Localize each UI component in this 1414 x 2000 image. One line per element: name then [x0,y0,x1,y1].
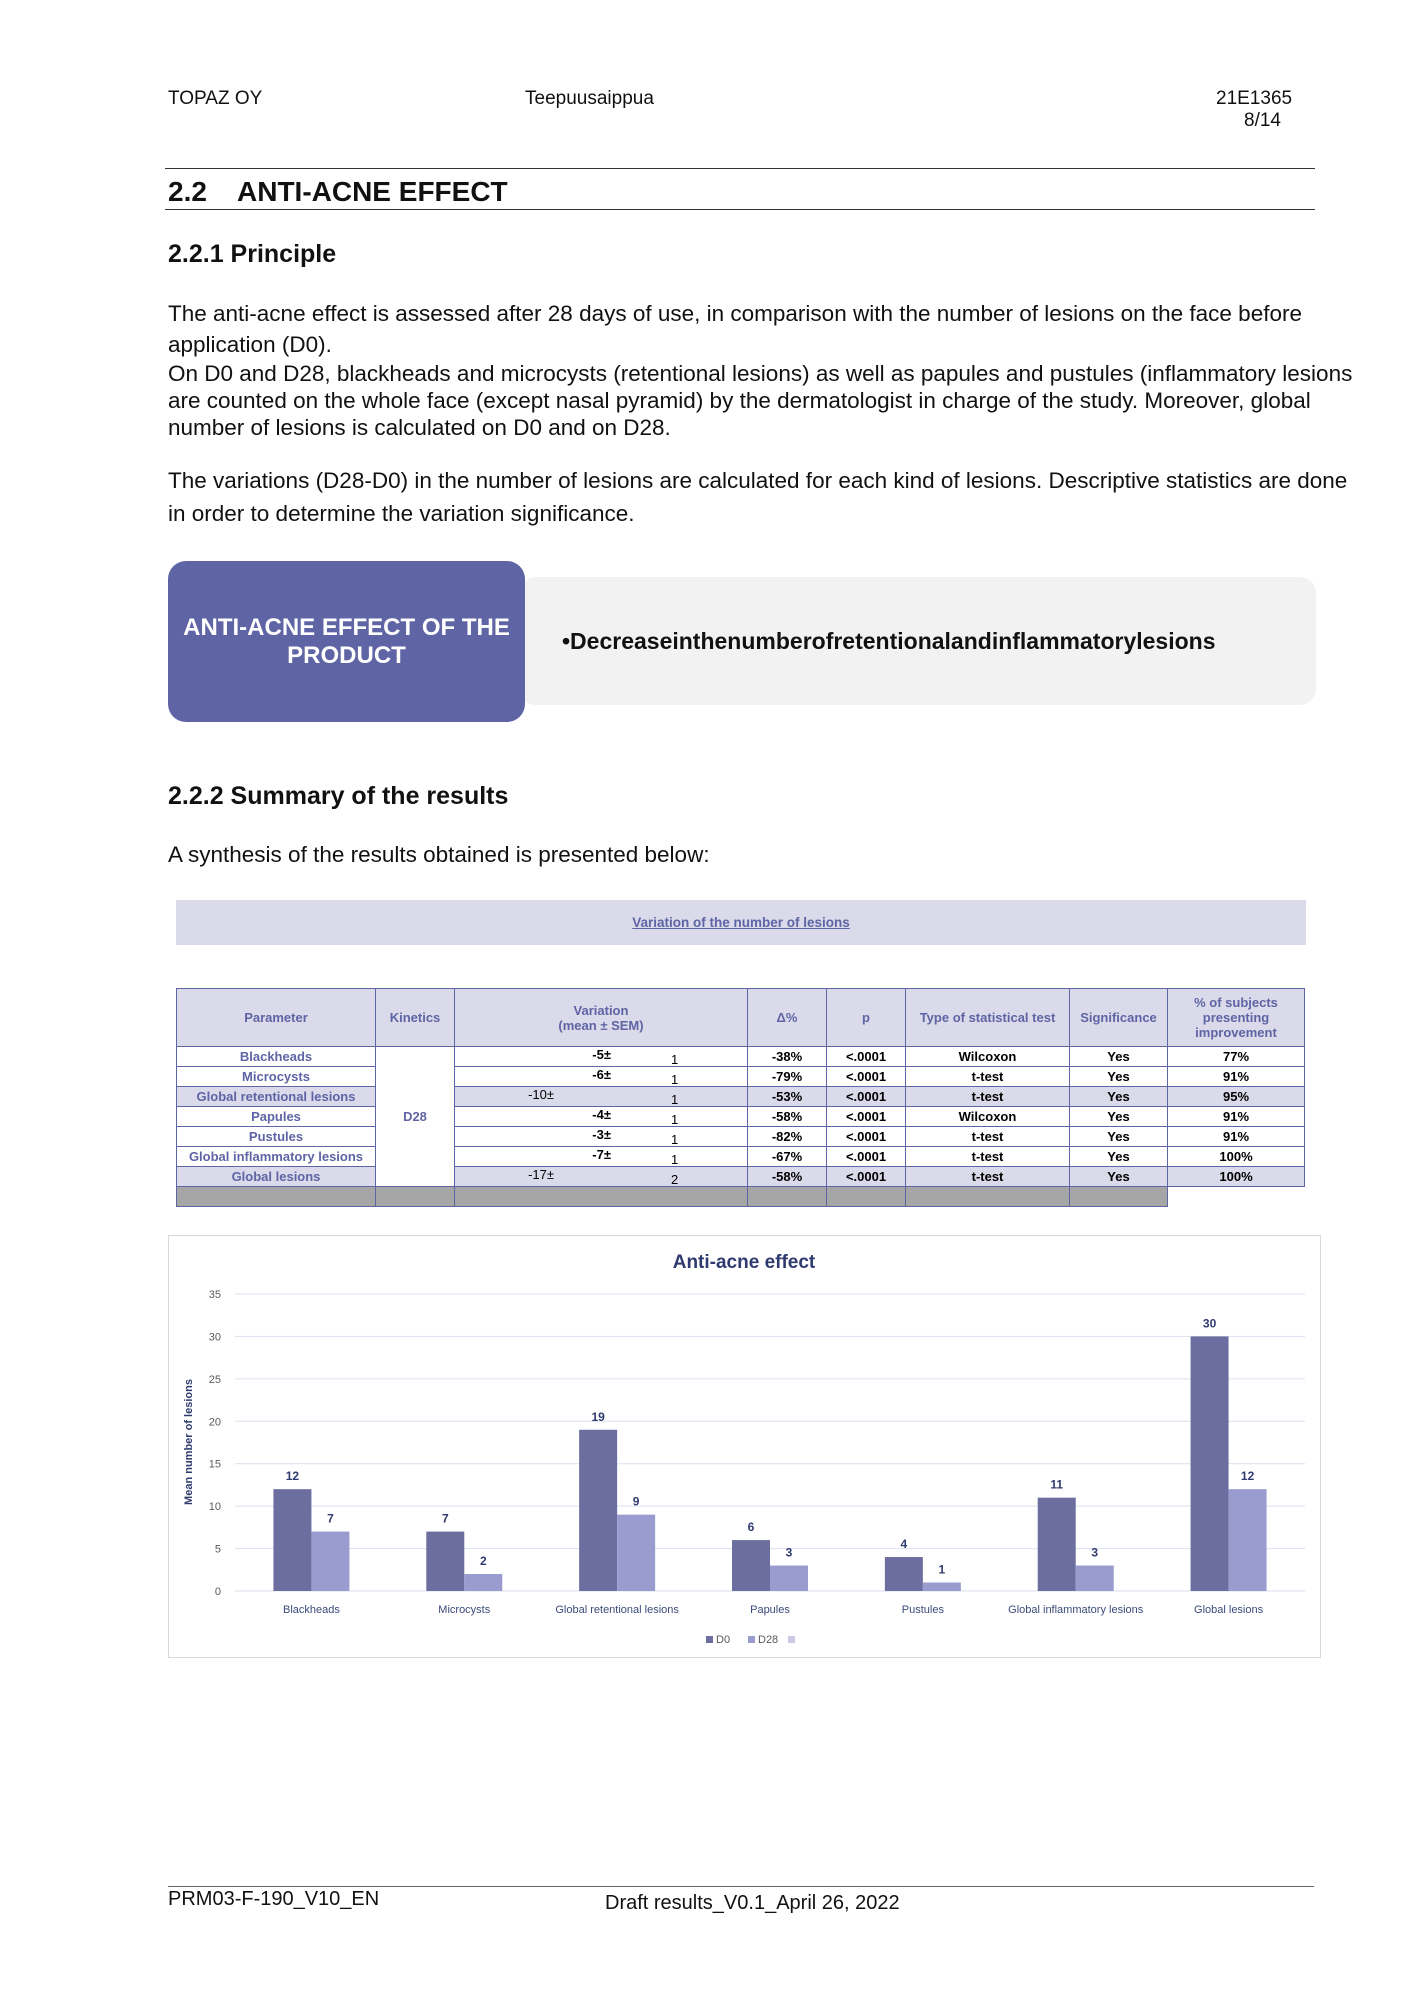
cell-significance: Yes [1070,1067,1168,1087]
legend-swatch [706,1636,713,1643]
table-row-empty [177,1187,1305,1207]
cell-empty [827,1187,906,1207]
results-table [176,988,1305,1207]
data-label: 7 [441,1511,449,1526]
principle-line: number of lesions is calculated on D0 and on D28. [168,415,671,440]
principle-heading: 2.2.1 Principle [168,240,337,268]
bar-d0 [1038,1498,1076,1591]
cell-p: <.0001 [827,1147,906,1167]
cell-empty [906,1187,1070,1207]
cell-test: t-test [906,1067,1070,1087]
cell-variation [455,1067,748,1087]
variation-sem: 1 [671,1092,679,1107]
y-axis-label: Mean number of lesions [183,1379,195,1505]
header-improvement: % of subjects presenting improvement [1168,989,1305,1047]
bar-d28 [923,1583,961,1591]
bar-d0 [579,1430,617,1591]
header-delta: Δ% [748,989,827,1047]
variation-sem: 1 [671,1132,679,1147]
cell-variation [455,1047,748,1067]
data-label: 12 [1240,1469,1255,1484]
callout-text: •Decreaseinthenumberofretentionalandinflammatorylesions [562,628,1216,654]
cell-p: <.0001 [827,1087,906,1107]
cell-variation [455,1147,748,1167]
y-tick-label: 30 [208,1331,221,1344]
data-label: 2 [479,1554,487,1569]
x-tick-label: Global lesions [1194,1604,1264,1616]
table-row [177,1047,1305,1067]
table-row [177,1147,1305,1167]
cell-empty [177,1187,376,1207]
cell-significance: Yes [1070,1127,1168,1147]
summary-heading: 2.2.2 Summary of the results [168,782,509,810]
bar-d0 [273,1489,311,1591]
report-reference: 21E1365 [1216,88,1293,109]
cell-significance: Yes [1070,1107,1168,1127]
cell-improvement: 100% [1168,1167,1305,1187]
cell-parameter: Global inflammatory lesions [177,1147,376,1167]
bar-d28 [617,1515,655,1591]
footer-rule [168,1886,1314,1887]
data-label: 9 [632,1494,640,1509]
cell-parameter: Microcysts [177,1067,376,1087]
legend-swatch [748,1636,755,1643]
bar-d28 [770,1566,808,1591]
cell-empty [455,1187,748,1207]
x-tick-label: Global retentional lesions [555,1604,679,1616]
summary-intro: A synthesis of the results obtained is presented below: [168,842,710,867]
cell-improvement: 91% [1168,1067,1305,1087]
variation-mean: -4± [592,1107,611,1122]
header-parameter: Parameter [177,989,376,1047]
cell-p: <.0001 [827,1107,906,1127]
cell-p: <.0001 [827,1127,906,1147]
section-rule-bottom [165,209,1315,210]
cell-variation [455,1087,748,1107]
cell-empty [376,1187,455,1207]
y-tick-label: 5 [214,1543,221,1556]
principle-line: in order to determine the variation significance. [168,501,635,526]
variation-sem: 1 [671,1052,679,1067]
data-label: 3 [1091,1545,1099,1560]
variation-sem: 1 [671,1152,679,1167]
cell-variation [455,1107,748,1127]
data-label: 30 [1202,1316,1217,1331]
variation-sem: 2 [671,1172,679,1187]
principle-line: The anti-acne effect is assessed after 28 days of use, in comparison with the number of lesions on the face before [168,301,1302,326]
cell-test: t-test [906,1087,1070,1107]
bar-d28 [1076,1566,1114,1591]
header-variation [455,989,748,1047]
y-tick-label: 10 [208,1501,221,1514]
table-title-bar [176,900,1306,945]
cell-parameter: Pustules [177,1127,376,1147]
cell-test: Wilcoxon [906,1107,1070,1127]
variation-mean: -10± [528,1087,554,1102]
bar-d0 [1191,1336,1229,1591]
principle-line: On D0 and D28, blackheads and microcysts (retentional lesions) as well as papules and pustules (inflammatory lesions [168,361,1353,386]
cell-improvement: 77% [1168,1047,1305,1067]
table-row [177,1067,1305,1087]
callout-label-text: ANTI-ACNE EFFECT OF THE PRODUCT [183,613,510,669]
y-tick-label: 20 [208,1416,221,1429]
bar-d28 [311,1532,349,1591]
chart-title: Anti-acne effect [672,1252,816,1273]
cell-significance: Yes [1070,1087,1168,1107]
y-tick-label: 35 [208,1289,221,1301]
product-name: Teepuusaippua [525,88,654,109]
footer-form-code: PRM03-F-190_V10_EN [168,1888,380,1910]
y-tick-label: 25 [208,1373,221,1386]
header-variation-label: Variation [573,1002,629,1018]
cell-significance: Yes [1070,1047,1168,1067]
table-row [177,1107,1305,1127]
cell-empty [748,1187,827,1207]
cell-variation [455,1127,748,1147]
header-kinetics: Kinetics [376,989,455,1047]
cell-test: Wilcoxon [906,1047,1070,1067]
variation-mean: -3± [592,1127,611,1142]
x-tick-label: Blackheads [282,1604,340,1616]
header-p: p [827,989,906,1047]
bar-d28 [464,1574,502,1591]
data-label: 4 [900,1537,908,1552]
cell-test: t-test [906,1127,1070,1147]
variation-sem: 1 [671,1072,679,1087]
cell-p: <.0001 [827,1067,906,1087]
cell-p: <.0001 [827,1047,906,1067]
cell-test: t-test [906,1147,1070,1167]
cell-improvement: 100% [1168,1147,1305,1167]
cell-parameter: Papules [177,1107,376,1127]
data-label: 6 [747,1520,755,1535]
bar-d0 [885,1557,923,1591]
cell-parameter: Global retentional lesions [177,1087,376,1107]
header-significance: Significance [1070,989,1168,1047]
cell-kinetics: D28 [376,1047,455,1187]
cell-significance: Yes [1070,1167,1168,1187]
cell-empty [1070,1187,1168,1207]
cell-test: t-test [906,1167,1070,1187]
cell-delta: -82% [748,1127,827,1147]
x-tick-label: Microcysts [438,1604,491,1616]
bar-chart [169,1236,1320,1657]
cell-delta: -58% [748,1167,827,1187]
x-tick-label: Pustules [901,1604,944,1616]
variation-mean: -17± [528,1167,554,1182]
header-variation-sub: (mean ± SEM) [558,1017,644,1033]
y-tick-label: 0 [214,1586,221,1598]
bar-d28 [1229,1489,1267,1591]
section-number: 2.2 [168,176,207,207]
variation-mean: -5± [592,1047,611,1062]
principle-line: The variations (D28-D0) in the number of lesions are calculated for each kind of lesions. Descriptive statistics are done [168,468,1348,493]
x-tick-label: Global inflammatory lesions [1008,1604,1144,1616]
cell-delta: -79% [748,1067,827,1087]
variation-mean: -7± [592,1147,611,1162]
x-tick-label: Papules [750,1604,790,1616]
legend-label: D0 [716,1634,731,1646]
cell-variation [455,1167,748,1187]
data-label: 7 [327,1511,334,1526]
cell-parameter: Blackheads [177,1047,376,1067]
table-row [177,1127,1305,1147]
section-rule-top [165,168,1315,169]
company-name: TOPAZ OY [168,88,263,109]
cell-p: <.0001 [827,1167,906,1187]
principle-line: application (D0). [168,332,332,357]
page-number: 8/14 [1244,110,1281,131]
footer-draft: Draft results_V0.1_April 26, 2022 [605,1892,900,1914]
principle-line: are counted on the whole face (except nasal pyramid) by the dermatologist in charge of the study. Moreover, global [168,388,1311,413]
y-tick-label: 15 [208,1458,221,1471]
cell-improvement: 91% [1168,1107,1305,1127]
data-label: 19 [591,1409,605,1424]
legend-label: D28 [758,1634,779,1646]
cell-delta: -58% [748,1107,827,1127]
variation-sem: 1 [671,1112,679,1127]
variation-mean: -6± [592,1067,611,1082]
cell-significance: Yes [1070,1147,1168,1167]
cell-delta: -67% [748,1147,827,1167]
cell-parameter: Global lesions [177,1167,376,1187]
table-row [177,1167,1305,1187]
cell-improvement: 95% [1168,1087,1305,1107]
bar-d0 [732,1540,770,1591]
chart-container [168,1235,1321,1658]
data-label: 1 [938,1562,946,1577]
table-header-row [177,989,1305,1047]
cell-delta: -53% [748,1087,827,1107]
data-label: 12 [285,1469,300,1484]
table-row [177,1087,1305,1107]
data-label: 3 [785,1545,793,1560]
table-title: Variation of the number of lesions [632,915,850,930]
section-title: ANTI-ACNE EFFECT [237,176,508,207]
header-test: Type of statistical test [906,989,1070,1047]
data-label: 11 [1050,1477,1064,1492]
callout-label [168,561,525,722]
cell-delta: -38% [748,1047,827,1067]
cell-improvement: 91% [1168,1127,1305,1147]
bar-d0 [426,1532,464,1591]
legend-swatch [788,1636,795,1643]
